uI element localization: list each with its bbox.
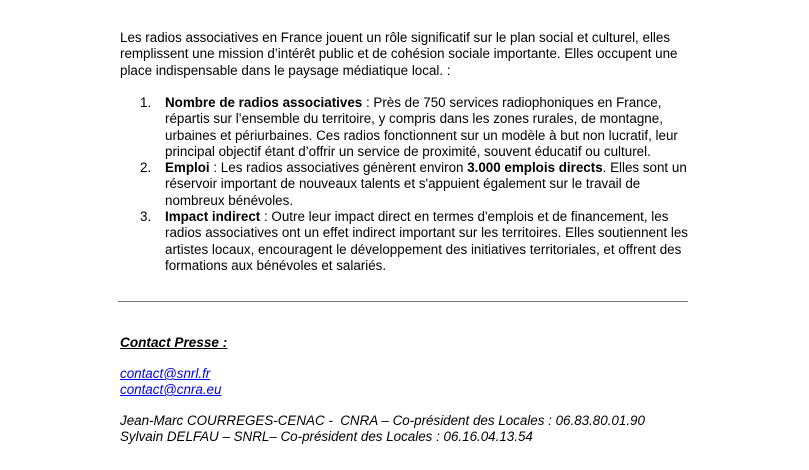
list-item	[120, 160, 695, 209]
email-link-cnra[interactable]: contact@cnra.eu	[120, 382, 222, 397]
intro-paragraph: Les radios associatives en France jouent un rôle significatif sur le plan social et culturel, elles remplissent une mission d’intérêt public et de cohésion sociale importante. Elles occupent une place indispensable dans le paysage médiatique local. :	[120, 30, 678, 78]
list-item-text: . Elles sont un réservoir important de nouveaux talents et s'appuient également sur le travail de nombreux bénévoles.	[165, 160, 687, 208]
list-item	[120, 209, 695, 274]
list-item-title: Impact indirect	[165, 209, 261, 225]
contact-person: Sylvain DELFAU – SNRL– Co-président des Locales : 06.16.04.13.54	[120, 429, 533, 444]
list-number: 2.	[140, 160, 152, 176]
list-number: 1.	[140, 95, 152, 110]
horizontal-divider	[118, 301, 688, 302]
list-item-text: : Les radios associatives génèrent environ	[209, 160, 468, 176]
list-number: 3.	[140, 209, 152, 225]
email-link-snrl[interactable]: contact@snrl.fr	[120, 366, 211, 381]
list-item-title: Nombre de radios associatives	[165, 95, 363, 110]
key-figures-list	[120, 95, 695, 274]
list-item	[120, 95, 695, 160]
contact-heading: Contact Presse :	[120, 335, 228, 350]
list-item-emphasis: 3.000 emplois directs	[467, 160, 603, 176]
contact-person: Jean-Marc COURREGES-CENAC - CNRA – Co-président des Locales : 06.83.80.01.90	[120, 413, 645, 428]
list-item-text: : Près de 750 services radiophoniques en France, répartis sur l’ensemble du territoire, y compris dans les zones rurales, de montagne, urbaines et périurbaines. Ces radios fonctionnent sur un modèle à but non lucratif, leur principal objectif étant d’offrir un service de proximité, souvent éducatif ou culturel.	[165, 95, 678, 159]
list-item-title: Emploi	[165, 160, 210, 176]
list-item-text: : Outre leur impact direct en termes d'emplois et de financement, les radios associatives ont un effet indirect important sur les territoires. Elles soutiennent les artistes locaux, encouragent le développement des initiatives territoriales, et offrent des formations aux bénévoles et salariés.	[165, 209, 688, 273]
